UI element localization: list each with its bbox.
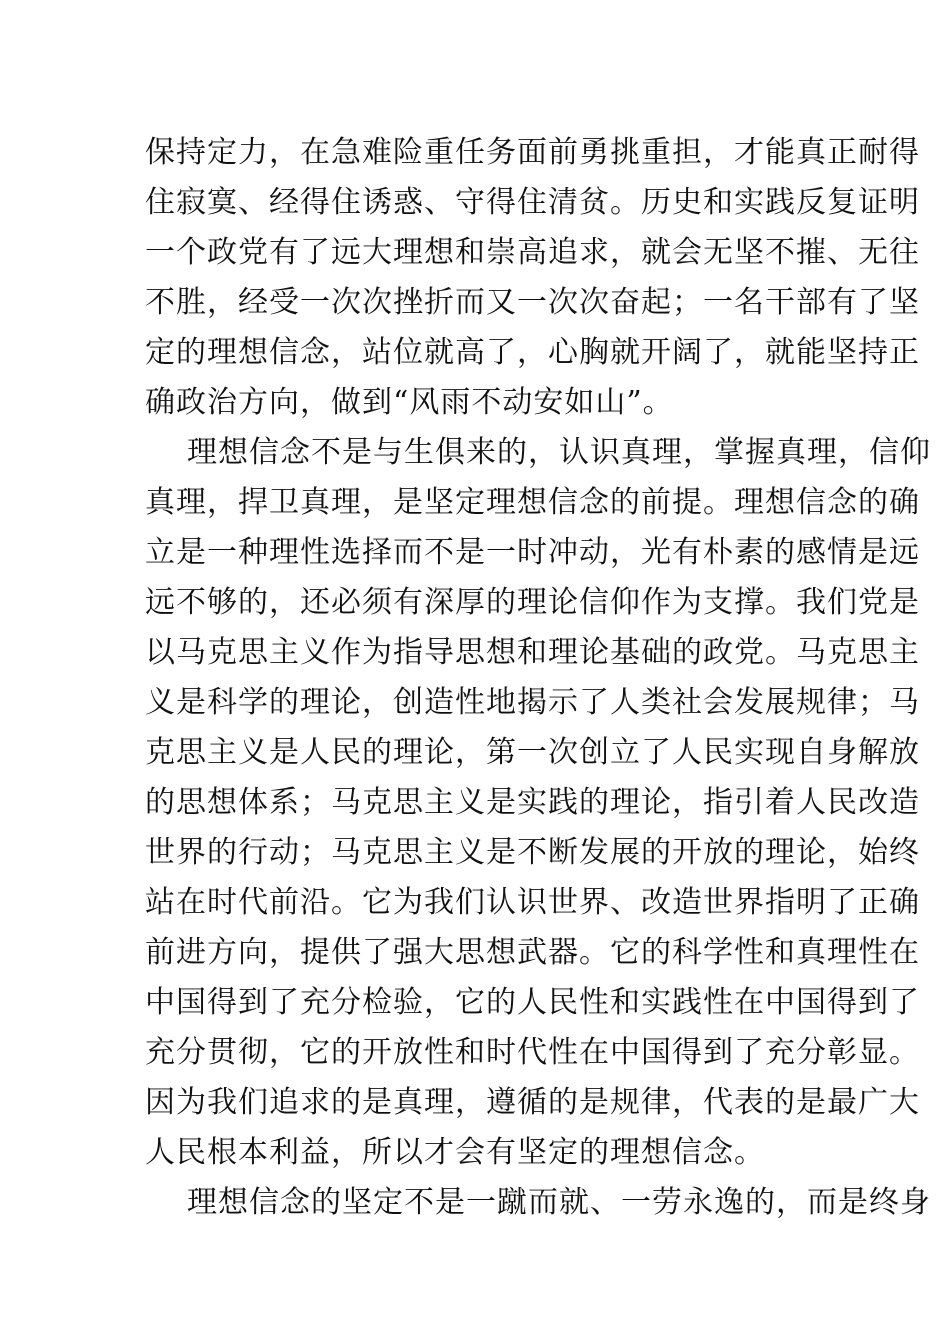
text-line: 的思想体系；马克思主义是实践的理论，指引着人民改造 bbox=[145, 785, 920, 820]
text-line: 不胜，经受一次次挫折而又一次次奋起；一名干部有了坚 bbox=[145, 285, 920, 320]
text-line: 理想信念的坚定不是一蹴而就、一劳永逸的，而是终身 bbox=[187, 1185, 931, 1220]
text-line: 克思主义是人民的理论，第一次创立了人民实现自身解放 bbox=[145, 735, 920, 770]
text-line: 前进方向，提供了强大思想武器。它的科学性和真理性在 bbox=[145, 935, 920, 970]
text-line: 确政治方向，做到“风雨不动安如山”。 bbox=[145, 385, 674, 420]
text-line: 定的理想信念，站位就高了，心胸就开阔了，就能坚持正 bbox=[145, 335, 920, 370]
paragraph-3 bbox=[145, 1178, 931, 1228]
text-line: 站在时代前沿。它为我们认识世界、改造世界指明了正确 bbox=[145, 885, 920, 920]
text-line: 世界的行动；马克思主义是不断发展的开放的理论，始终 bbox=[145, 835, 920, 870]
text-line: 因为我们追求的是真理，遵循的是规律，代表的是最广大 bbox=[145, 1085, 920, 1120]
text-line: 一个政党有了远大理想和崇高追求，就会无坚不摧、无往 bbox=[145, 235, 920, 270]
paragraph-1 bbox=[145, 128, 920, 428]
text-line: 保持定力，在急难险重任务面前勇挑重担，才能真正耐得 bbox=[145, 135, 920, 170]
text-line: 义是科学的理论，创造性地揭示了人类社会发展规律；马 bbox=[145, 685, 920, 720]
text-line: 远不够的，还必须有深厚的理论信仰作为支撑。我们党是 bbox=[145, 585, 920, 620]
text-line: 住寂寞、经得住诱惑、守得住清贫。历史和实践反复证明 bbox=[145, 185, 920, 220]
document-body bbox=[145, 128, 931, 1228]
text-line: 理想信念不是与生俱来的，认识真理，掌握真理，信仰 bbox=[187, 435, 931, 470]
text-line: 中国得到了充分检验，它的人民性和实践性在中国得到了 bbox=[145, 985, 920, 1020]
text-line: 人民根本利益，所以才会有坚定的理想信念。 bbox=[145, 1135, 765, 1170]
text-line: 真理，捍卫真理，是坚定理想信念的前提。理想信念的确 bbox=[145, 485, 920, 520]
paragraph-2 bbox=[145, 428, 931, 1178]
text-line: 立是一种理性选择而不是一时冲动，光有朴素的感情是远 bbox=[145, 535, 920, 570]
text-line: 以马克思主义作为指导思想和理论基础的政党。马克思主 bbox=[145, 635, 920, 670]
text-line: 充分贯彻，它的开放性和时代性在中国得到了充分彰显。 bbox=[145, 1035, 920, 1070]
